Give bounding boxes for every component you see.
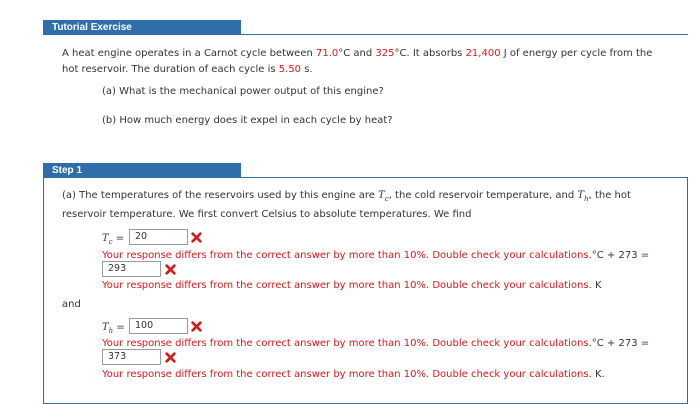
step-intro-line-1: (a) The temperatures of the reservoirs used by this engine are $T_c$, the cold reservoir temperature, and $T_h$, the hot	[62, 190, 631, 203]
problem-statement-line-1: A heat engine operates in a Carnot cycle between 71.0°C and 325°C. It absorbs 21,400 J of energy per cycle from the	[62, 48, 653, 59]
tc-kelvin-feedback: Your response differs from the correct answer by more than 10%. Double check your calculations. K	[102, 280, 602, 291]
question-b: (b) How much energy does it expel in each cycle by heat?	[102, 115, 393, 126]
x-mark-icon	[165, 352, 176, 363]
x-mark-icon	[165, 264, 176, 275]
tutorial-header-rule	[43, 34, 688, 35]
th-feedback: Your response differs from the correct answer by more than 10%. Double check your calculations.°C + 273 =	[102, 338, 650, 349]
and-label: and	[62, 299, 81, 310]
question-a: (a) What is the mechanical power output of this engine?	[102, 86, 384, 97]
tc-kelvin-input[interactable]: 293	[102, 261, 161, 277]
th-label: $T_h$ =	[102, 322, 125, 335]
th-input[interactable]: 100	[129, 318, 188, 334]
th-kelvin-feedback: Your response differs from the correct answer by more than 10%. Double check your calculations. K.	[102, 369, 605, 380]
tc-feedback: Your response differs from the correct answer by more than 10%. Double check your calculations.°C + 273 =	[102, 250, 650, 261]
tutorial-header: Tutorial Exercise	[43, 20, 241, 35]
x-mark-icon	[191, 232, 202, 243]
tc-label: $T_c$ =	[102, 233, 125, 246]
x-mark-icon	[191, 321, 202, 332]
step-header: Step 1	[43, 163, 241, 178]
problem-statement-line-2: hot reservoir. The duration of each cycle is 5.50 s.	[62, 64, 313, 75]
th-kelvin-input[interactable]: 373	[102, 349, 161, 365]
step-intro-line-2: reservoir temperature. We first convert Celsius to absolute temperatures. We find	[62, 209, 472, 220]
tc-input[interactable]: 20	[129, 229, 188, 245]
